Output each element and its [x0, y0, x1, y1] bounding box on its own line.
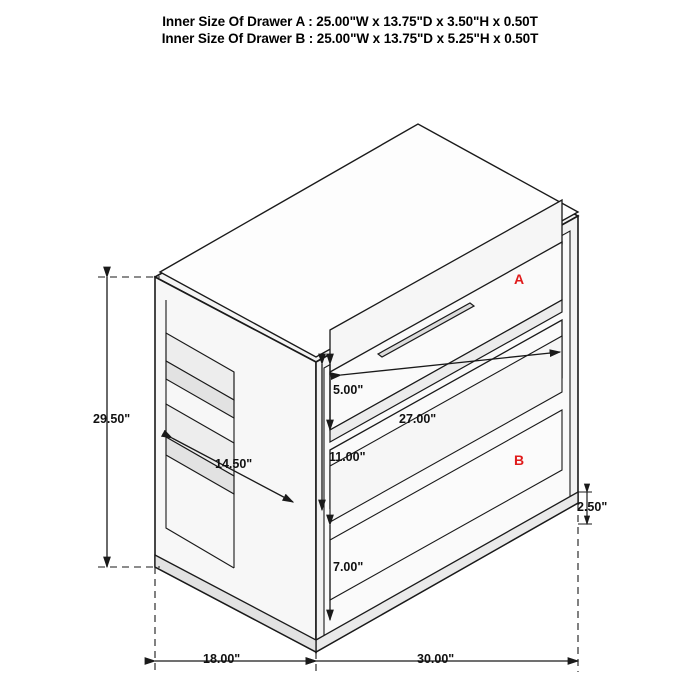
dim-width-inner: 27.00" — [399, 412, 437, 426]
dim-drawer-a-gap: 5.00" — [333, 383, 364, 397]
drawer-b-inner-size-text: Inner Size Of Drawer B : 25.00"W x 13.75"D x 5.25"H x 0.50T — [161, 31, 539, 46]
drawer-a-inner-size-text: Inner Size Of Drawer A : 25.00"W x 13.75"D x 3.50"H x 0.50T — [162, 14, 538, 29]
dim-width-front: 30.00" — [417, 652, 455, 666]
dim-drawer-b-gap: 11.00" — [329, 450, 366, 464]
dim-lower-gap: 7.00" — [333, 560, 364, 574]
dim-depth-inner: 14.50" — [215, 457, 253, 471]
dim-height-overall: 29.50" — [93, 412, 131, 426]
dim-depth-side: 18.00" — [203, 652, 241, 666]
drawer-a-label: A — [514, 271, 525, 287]
drawer-b-label: B — [514, 452, 525, 468]
cabinet-body — [155, 124, 578, 652]
dim-base-height: 2.50" — [577, 500, 608, 514]
